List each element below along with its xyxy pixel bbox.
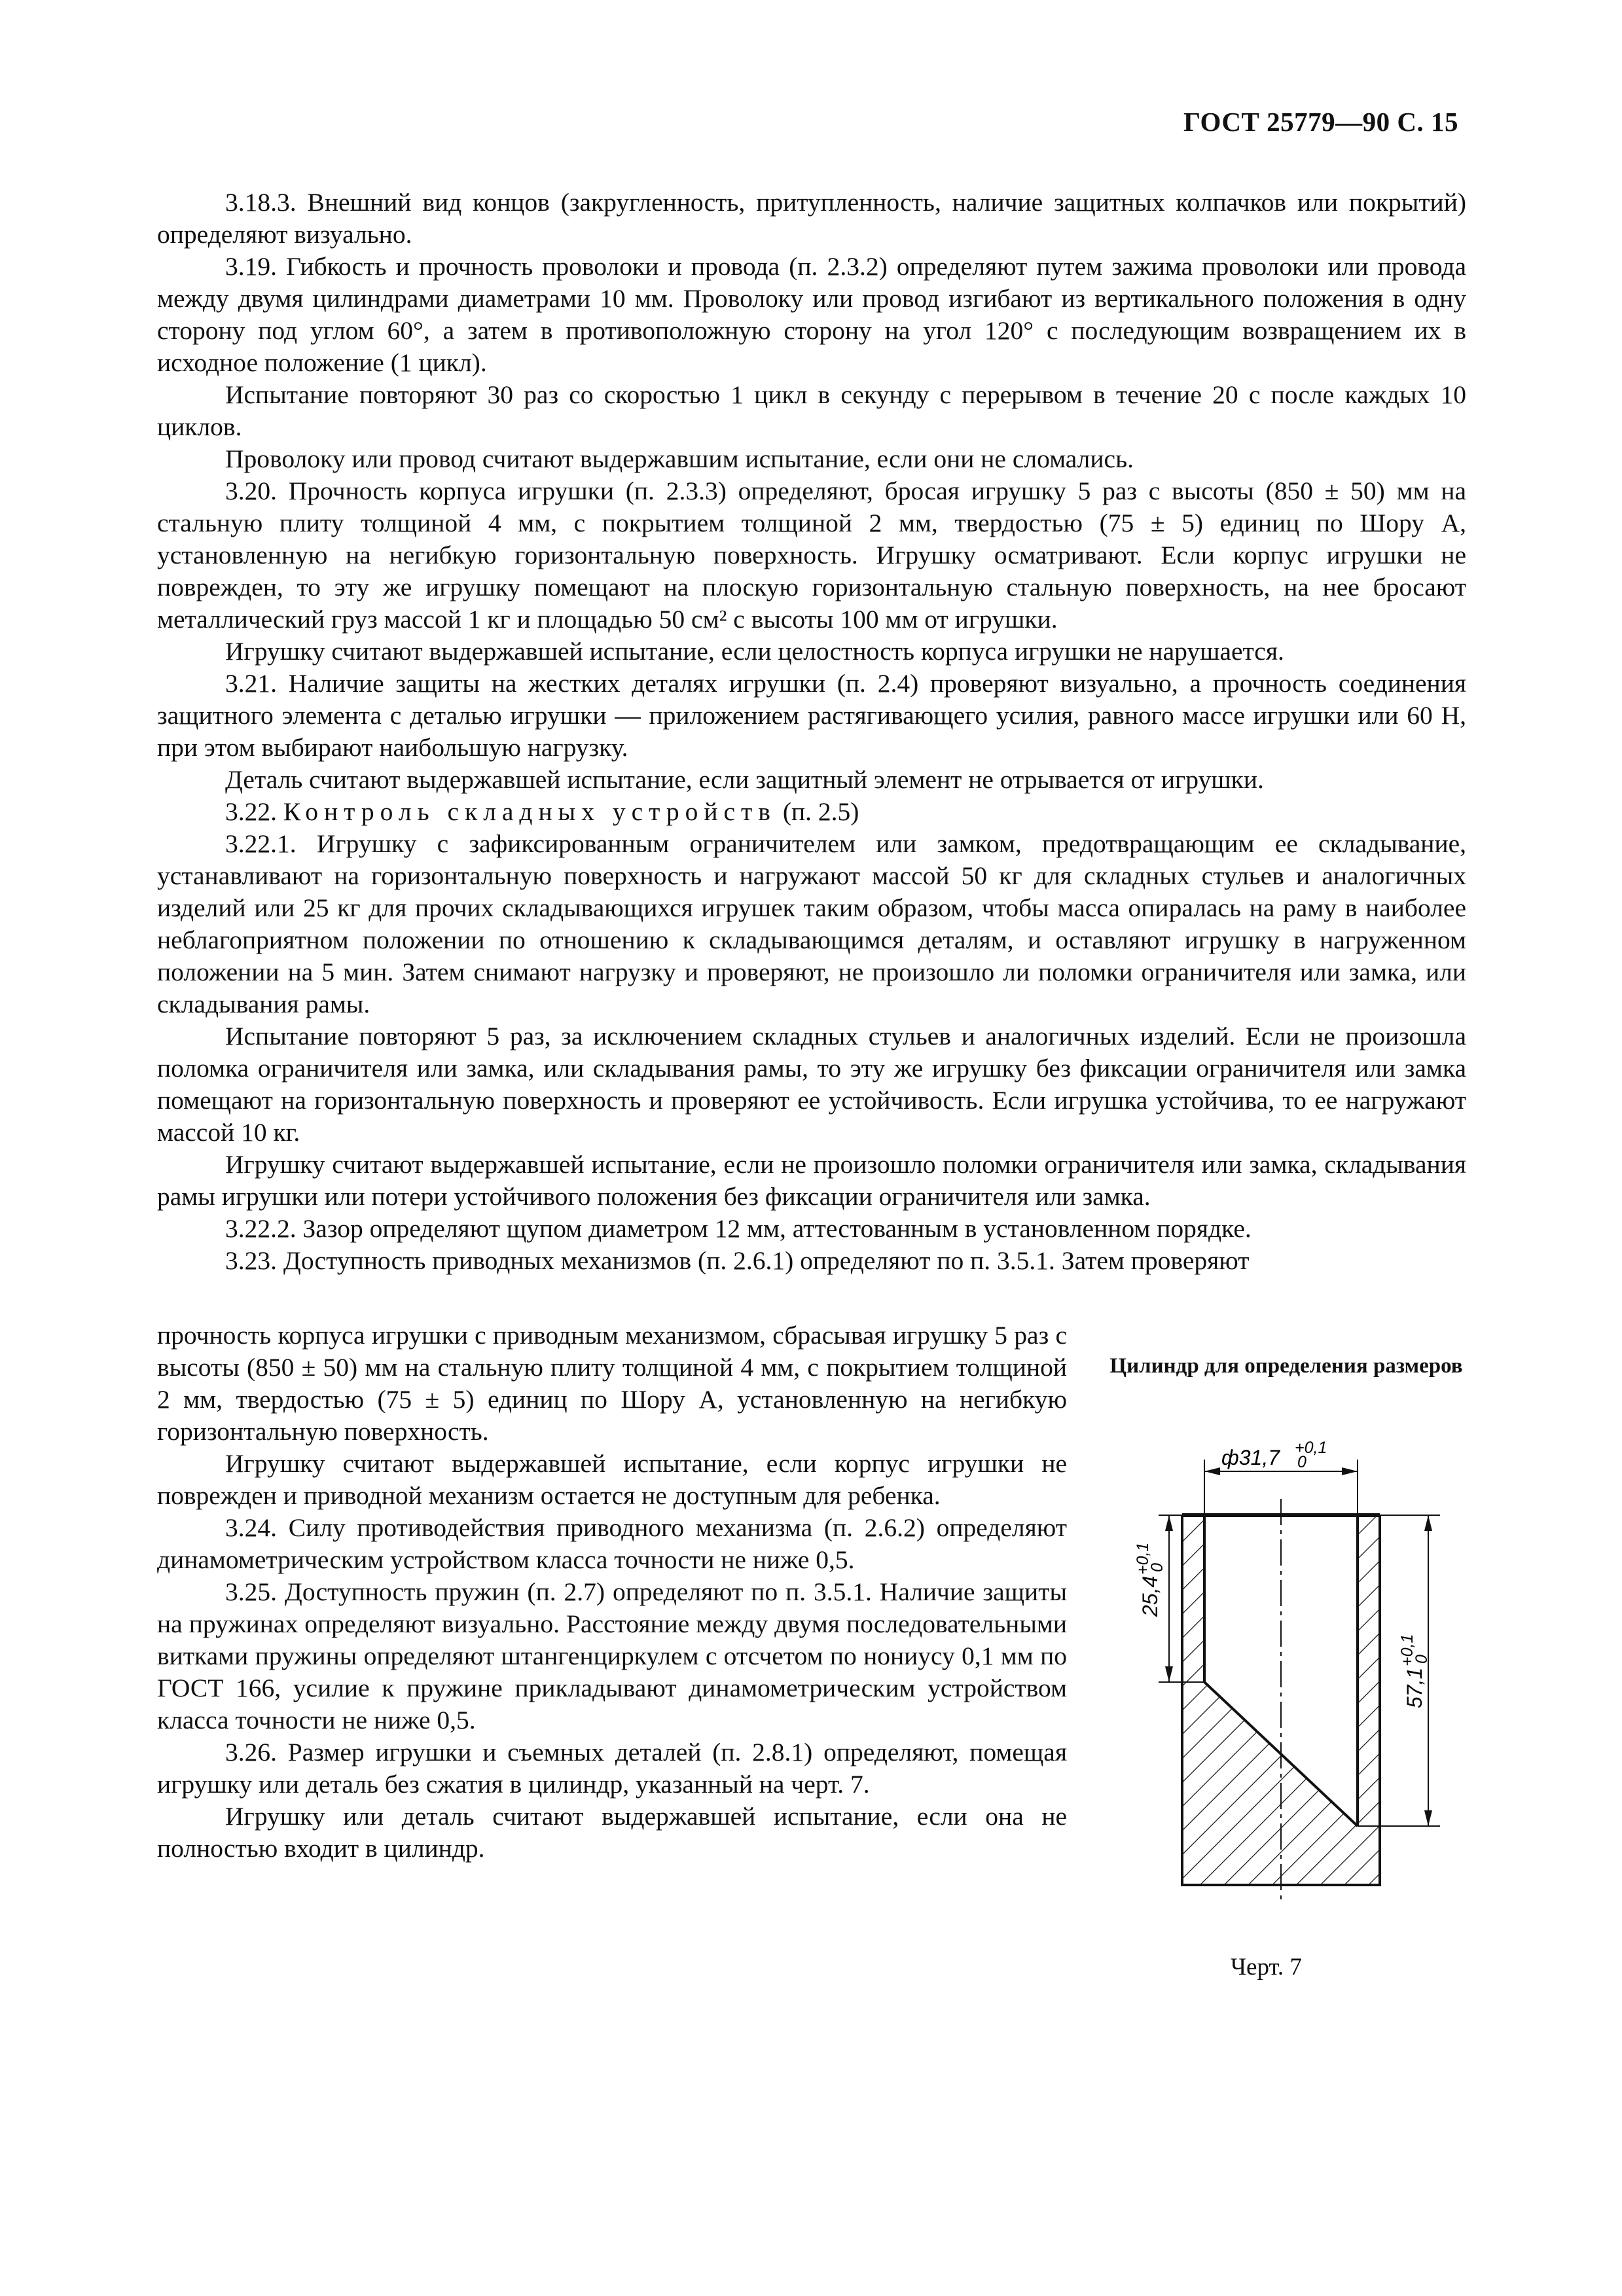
paragraph: 3.22.2. Зазор определяют щупом диаметром 12 мм, аттестованным в установленном порядке.	[225, 1214, 1252, 1243]
paragraph: прочность корпуса игрушки с приводным механизмом, сбрасывая игрушку 5 раз с высоты (850 ± 50) мм на стальную плиту толщиной 4 мм, с покрытием толщиной 2 мм, твердостью (75 ± 5) единиц по Шору А, установленную на негибкую горизонтальную поверхность.	[157, 1321, 1067, 1446]
depth-arrow-top	[1165, 1515, 1173, 1531]
figure-title: Цилиндр для определения размеров	[1109, 1354, 1463, 1378]
paragraph: 3.21. Наличие защиты на жестких деталях игрушки (п. 2.4) проверяют визуально, а прочность соединения защитного элемента с деталью игрушки — приложением растягивающего усилия, равного массе игрушки или 60 Н, при этом выбирают наибольшую нагрузку.	[157, 669, 1466, 762]
diameter-arrow-left	[1204, 1467, 1220, 1475]
depth-tolerance-lower: 0	[1148, 1563, 1166, 1572]
paragraph: Испытание повторяют 30 раз со скоростью 1 цикл в секунду с перерывом в течение 20 с после каждых 10 циклов.	[157, 380, 1466, 441]
paragraph: Игрушку считают выдержавшей испытание, если не произошло поломки ограничителя или замка, складывания рамы игрушки или потери устойчивого положения без фиксации ограничителя или замка.	[157, 1150, 1466, 1211]
page-header: ГОСТ 25779—90 С. 15	[1183, 107, 1458, 137]
paragraph: 3.24. Силу противодействия приводного механизма (п. 2.6.2) определяют динамометрическим устройством класса точности не ниже 0,5.	[157, 1513, 1067, 1574]
height-arrow-bottom	[1424, 1810, 1432, 1826]
diameter-label: ф31,7	[1221, 1446, 1280, 1469]
section-number: 3.22.	[225, 797, 277, 826]
paragraph: 3.18.3. Внешний вид концов (закругленность, притупленность, наличие защитных колпачков или покрытий) определяют визуально.	[157, 188, 1466, 249]
right-wall-hatch	[1358, 1515, 1380, 1885]
paragraph: Испытание повторяют 5 раз, за исключением складных стульев и аналогичных изделий. Если не произошла поломка ограничителя или замка, или складывания рамы, то эту же игрушку без фиксации ограничителя или замка помещают на горизонтальную поверхность и проверяют ее устойчивость. Если игрушка устойчива, то ее нагружают массой 10 кг.	[157, 1022, 1466, 1147]
cylinder-drawing	[1087, 1420, 1466, 1937]
paragraph: Игрушку считают выдержавшей испытание, если целостность корпуса игрушки не нарушается.	[225, 637, 1284, 666]
diameter-tolerance-upper: +0,1	[1295, 1439, 1327, 1457]
paragraph: 3.26. Размер игрушки и съемных деталей (п. 2.8.1) определяют, помещая игрушку или деталь без сжатия в цилиндр, указанный на черт. 7.	[157, 1738, 1067, 1799]
height-arrow-top	[1424, 1515, 1432, 1531]
section-title: Контроль складных устройств	[283, 797, 776, 826]
height-label: 57,1	[1403, 1667, 1426, 1708]
paragraph: Проволоку или провод считают выдержавшим испытание, если они не сломались.	[225, 444, 1134, 473]
paragraph: 3.19. Гибкость и прочность проволоки и провода (п. 2.3.2) определяют путем зажима проволоки или провода между двумя цилиндрами диаметрами 10 мм. Проволоку или провод изгибают из вертикального положения в одну сторону под углом 60°, а затем в противоположную сторону на угол 120° с последующим возвращением их в исходное положение (1 цикл).	[157, 252, 1466, 377]
diameter-arrow-right	[1342, 1467, 1358, 1475]
body-text-left-column	[157, 1319, 1067, 1865]
height-tolerance-upper: +0,1	[1398, 1634, 1416, 1666]
section-ref: (п. 2.5)	[782, 797, 859, 826]
depth-tolerance-upper: +0,1	[1134, 1542, 1152, 1575]
paragraph: Игрушку или деталь считают выдержавшей испытание, если она не полностью входит в цилиндр.	[157, 1802, 1067, 1863]
depth-arrow-bottom	[1165, 1666, 1173, 1682]
paragraph: 3.20. Прочность корпуса игрушки (п. 2.3.3) определяют, бросая игрушку 5 раз с высоты (850 ± 50) мм на стальную плиту толщиной 4 мм, с покрытием толщиной 2 мм, твердостью (75 ± 5) единиц по Шору А, установленную на негибкую горизонтальную поверхность. Игрушку осматривают. Если корпус игрушки не поврежден, то эту же игрушку помещают на плоскую горизонтальную стальную поверхность, на нее бросают металлический груз массой 1 кг и площадью 50 см² с высоты 100 мм от игрушки.	[157, 476, 1466, 634]
diameter-tolerance-lower: 0	[1297, 1453, 1307, 1471]
depth-label: 25,4	[1138, 1575, 1162, 1617]
figure-caption: Черт. 7	[1231, 1954, 1302, 1981]
section-heading	[157, 796, 1466, 828]
paragraph: Игрушку считают выдержавшей испытание, если корпус игрушки не поврежден и приводной механизм остается не доступным для ребенка.	[157, 1449, 1067, 1510]
height-tolerance-lower: 0	[1413, 1655, 1431, 1664]
left-wall-hatch	[1182, 1515, 1204, 1885]
paragraph: 3.22.1. Игрушку с зафиксированным ограничителем или замком, предотвращающим ее складывание, устанавливают на горизонтальную поверхность и нагружают массой 50 кг для складных стульев и аналогичных изделий или 25 кг для прочих складывающихся игрушек таким образом, чтобы масса опиралась на раму в наиболее неблагоприятном положении по отношению к складывающимся деталям, и оставляют игрушку в нагруженном положении на 5 мин. Затем снимают нагрузку и проверяют, не произошло ли поломки ограничителя или замка, или складывания рамы.	[157, 829, 1466, 1018]
paragraph: 3.25. Доступность пружин (п. 2.7) определяют по п. 3.5.1. Наличие защиты на пружинах определяют визуально. Расстояние между двумя последовательными витками пружины определяют штангенциркулем с отсчетом по нониусу 0,1 мм по ГОСТ 166, усилие к пружине прикладывают динамометрическим устройством класса точности не ниже 0,5.	[157, 1577, 1067, 1734]
paragraph: 3.23. Доступность приводных механизмов (п. 2.6.1) определяют по п. 3.5.1. Затем проверяют	[225, 1246, 1250, 1275]
body-text-full-width	[157, 187, 1466, 1277]
paragraph: Деталь считают выдержавшей испытание, если защитный элемент не отрывается от игрушки.	[225, 765, 1264, 794]
